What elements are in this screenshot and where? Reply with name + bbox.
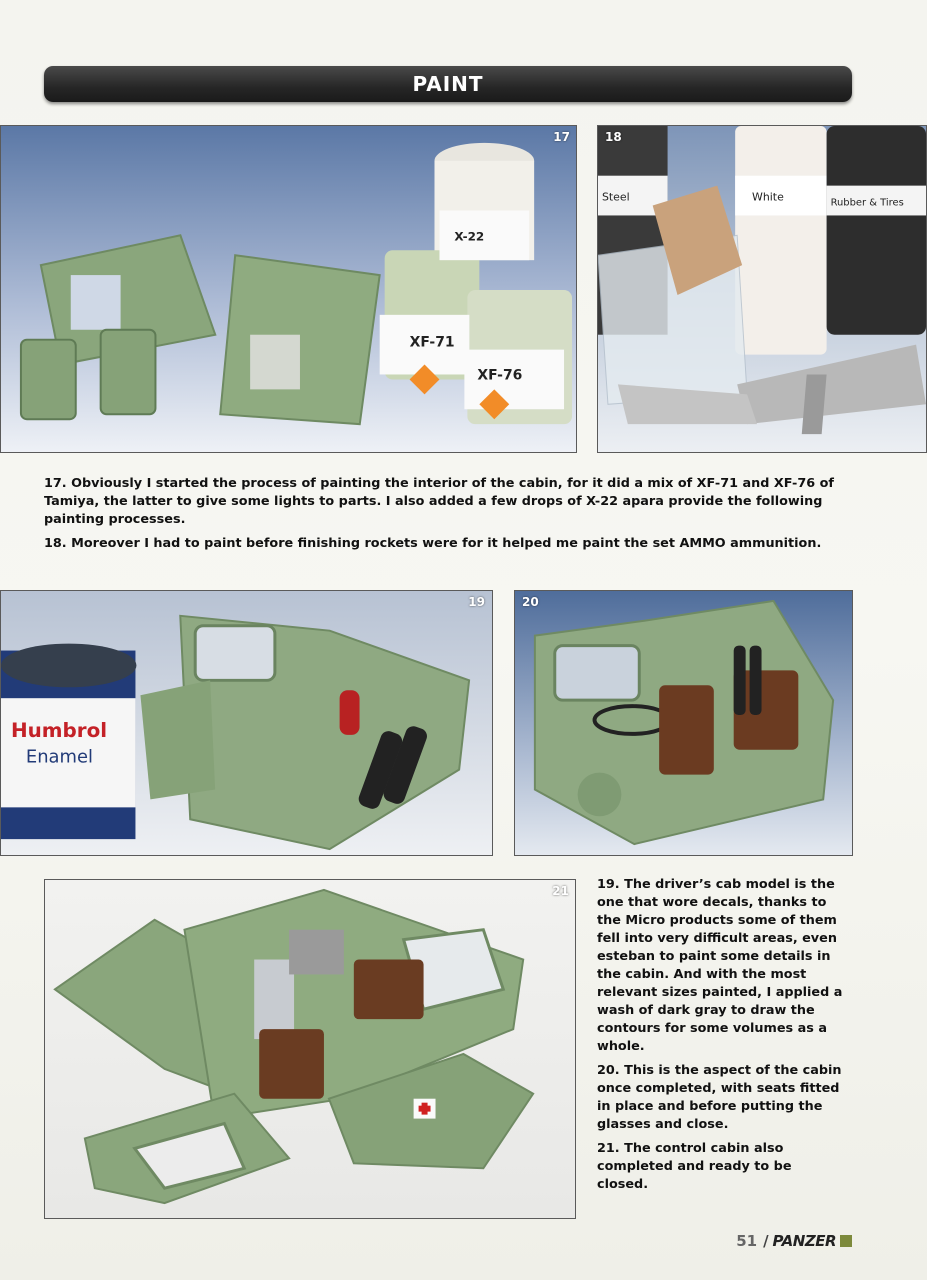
caption-19: 19. The driver’s cab model is the one that wore decals, thanks to the Micro products some of them fell into very difficult areas, even esteban to paint some details in the cabin. And with the most relevant sizes painted, I applied a wash of dark gray to draw the contours for some volumes as a whole.	[597, 877, 843, 1054]
photo-20-number: 20	[522, 595, 539, 609]
section-title: PAINT	[412, 72, 484, 96]
magazine-brand: PANZER	[772, 1232, 836, 1250]
bottle-label-steel: Steel	[601, 190, 630, 204]
photo-21-number: 21	[552, 884, 569, 898]
photo-19	[0, 590, 493, 856]
captions-17-18	[44, 475, 859, 559]
photo-18-number: 18	[605, 130, 622, 144]
photo-19-image	[1, 591, 492, 855]
photo-20-image	[515, 591, 852, 855]
caption-20: 20. This is the aspect of the cabin once completed, with seats fitted in place and before putting the glasses and close.	[597, 1063, 842, 1132]
bottle-label-rubber: Rubber & Tires	[830, 197, 904, 209]
jar-label-xf71: XF-71	[409, 334, 455, 351]
photo-18-image	[598, 126, 926, 452]
caption-17: 17. Obviously I started the process of painting the interior of the cabin, for it did a mix of XF-71 and XF-76 of Tamiya, the latter to give some lights to parts. I also added a few drops of X-22 apara provide the following painting processes.	[44, 476, 834, 527]
jar-label-x22: X-22	[454, 229, 485, 244]
can-type: Enamel	[25, 746, 93, 768]
caption-18: 18. Moreover I had to paint before finishing rockets were for it helped me paint the set AMMO ammunition.	[44, 536, 822, 551]
photo-18	[597, 125, 927, 453]
captions-19-21	[597, 876, 847, 1200]
photo-17-number: 17	[553, 130, 570, 144]
photo-21-image	[45, 880, 575, 1218]
photo-19-number: 19	[468, 595, 485, 609]
page-footer	[736, 1232, 852, 1250]
brand-square-icon	[840, 1235, 852, 1247]
photo-17	[0, 125, 577, 453]
page-number: 51	[736, 1232, 758, 1250]
photo-20	[514, 590, 853, 856]
jar-label-xf76: XF-76	[477, 367, 523, 384]
footer-separator: /	[763, 1232, 769, 1250]
photo-21	[44, 879, 576, 1219]
bottle-label-white: White	[752, 190, 784, 204]
caption-21: 21. The control cabin also completed and ready to be closed.	[597, 1141, 792, 1192]
photo-17-image	[1, 126, 576, 452]
section-header	[44, 66, 852, 102]
can-brand: Humbrol	[10, 718, 108, 742]
